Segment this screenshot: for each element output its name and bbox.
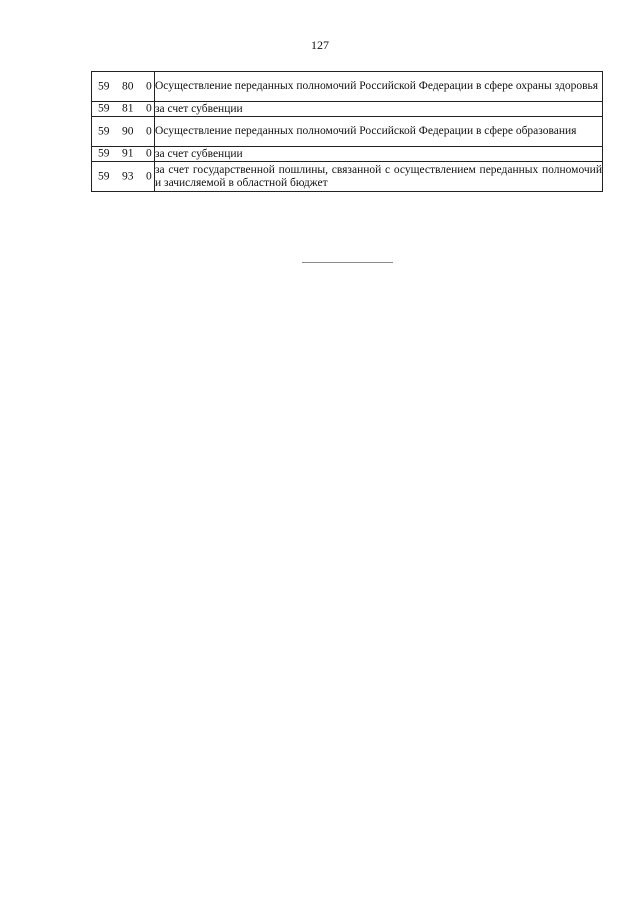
code-part-3: 0 [146,125,152,137]
code-cell [92,147,155,162]
code-part-1: 59 [98,147,110,160]
end-of-section-rule [302,262,393,263]
code-cell [92,102,155,117]
code-part-1: 59 [98,80,110,92]
code-part-3: 0 [146,170,152,182]
table-row [92,147,603,162]
code-part-1: 59 [98,170,110,182]
code-part-3: 0 [146,102,152,115]
table-row [92,117,603,147]
code-cell [92,72,155,102]
budget-code-table [91,71,603,192]
description-cell: за счет субвенции [155,147,603,162]
code-part-3: 0 [146,147,152,160]
code-cell [92,117,155,147]
table-row [92,72,603,102]
code-part-2: 81 [122,102,134,115]
description-cell: за счет субвенции [155,102,603,117]
code-part-3: 0 [146,80,152,92]
code-part-2: 91 [122,147,134,160]
description-cell: Осуществление переданных полномочий Российской Федерации в сфере образования [155,117,603,147]
code-part-1: 59 [98,125,110,137]
code-part-2: 80 [122,80,134,92]
description-cell: Осуществление переданных полномочий Российской Федерации в сфере охраны здоровья [155,72,603,102]
table-row [92,162,603,192]
description-cell: за счет государственной пошлины, связанной с осуществлением переданных полномочий и зачисляемой в областной бюджет [155,162,603,192]
table-row [92,102,603,117]
code-part-1: 59 [98,102,110,115]
code-part-2: 93 [122,170,134,182]
code-part-2: 90 [122,125,134,137]
code-cell [92,162,155,192]
page-number: 127 [311,38,329,52]
